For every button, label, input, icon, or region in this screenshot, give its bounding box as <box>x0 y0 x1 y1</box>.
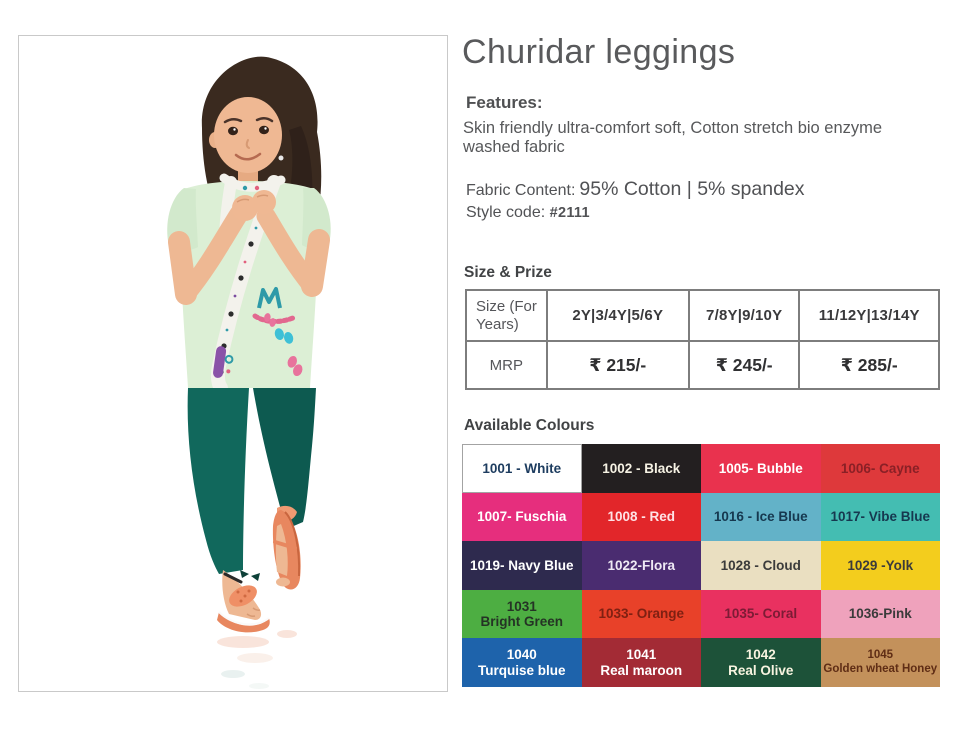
swatch-label-line2: Real Olive <box>728 662 794 678</box>
swatch-label: 1006- Cayne <box>840 460 920 476</box>
swatch-label-line2: Real maroon <box>600 662 683 678</box>
swatch-bright-green <box>462 590 582 639</box>
size-header-row <box>466 290 939 341</box>
swatch-cloud <box>701 541 821 590</box>
swatch-bubble <box>701 444 821 493</box>
swatch-label: 1042 <box>745 647 776 663</box>
size-range-cell: 2Y|3/4Y|5/6Y <box>547 290 689 341</box>
colour-swatch-grid <box>462 444 940 687</box>
swatch-label: 1029 -Yolk <box>847 557 914 573</box>
swatch-coral <box>701 590 821 639</box>
size-range-cell: 11/12Y|13/14Y <box>799 290 939 341</box>
swatch-real-olive <box>701 638 821 687</box>
swatch-vibe-blue <box>821 493 941 542</box>
swatch-label: 1017- Vibe Blue <box>830 509 931 525</box>
swatch-label: 1022-Flora <box>607 557 676 573</box>
swatch-label: 1041 <box>626 647 657 663</box>
style-code-line <box>466 204 590 222</box>
swatch-red <box>582 493 702 542</box>
swatch-label-line2: Golden wheat Honey <box>823 662 938 675</box>
style-code-value: #2111 <box>549 205 590 221</box>
fabric-content-value: 95% Cotton | 5% spandex <box>579 178 805 200</box>
swatch-fuschia <box>462 493 582 542</box>
swatch-orange <box>582 590 702 639</box>
girl-illustration <box>167 57 330 689</box>
swatch-label: 1016 - Ice Blue <box>713 509 808 525</box>
style-code-label: Style code: <box>466 204 550 221</box>
swatch-black <box>582 444 702 493</box>
swatch-label: 1005- Bubble <box>718 460 803 476</box>
product-photo <box>19 36 447 691</box>
mrp-label: MRP <box>466 341 547 389</box>
swatch-label: 1031 <box>506 598 537 614</box>
mrp-row <box>466 341 939 389</box>
swatch-label: 1019- Navy Blue <box>469 557 574 573</box>
price-cell: ₹ 245/- <box>689 341 800 389</box>
swatch-yolk <box>821 541 941 590</box>
swatch-turquise-blue <box>462 638 582 687</box>
swatch-label: 1002 - Black <box>602 460 681 476</box>
features-label: Features: <box>466 93 543 112</box>
available-colours-heading: Available Colours <box>464 417 595 434</box>
swatch-flora <box>582 541 702 590</box>
floor-reflection <box>217 630 297 689</box>
swatch-label: 1008 - Red <box>607 509 676 525</box>
product-title: Churidar leggings <box>462 33 736 71</box>
swatch-label-line2: Bright Green <box>480 614 563 630</box>
swatch-label: 1007- Fuschia <box>477 509 567 525</box>
swatch-label: 1045 <box>867 649 894 662</box>
swatch-label: 1040 <box>506 647 537 663</box>
swatch-real-maroon <box>582 638 702 687</box>
swatch-ice-blue <box>701 493 821 542</box>
swatch-label: 1033- Orange <box>598 606 685 622</box>
fabric-content-line <box>466 178 805 201</box>
swatch-label: 1028 - Cloud <box>720 557 801 573</box>
swatch-pink <box>821 590 941 639</box>
swatch-white <box>462 444 582 493</box>
swatch-cayne <box>821 444 941 493</box>
swatch-golden-wheat-honey <box>821 638 941 687</box>
size-price-heading: Size & Prize <box>464 264 552 281</box>
swatch-label-line2: Turquise blue <box>477 662 566 678</box>
swatch-label: 1001 - White <box>482 460 562 476</box>
size-column-header: Size (For Years) <box>466 290 547 341</box>
size-range-cell: 7/8Y|9/10Y <box>689 290 800 341</box>
fabric-content-label: Fabric Content: <box>466 182 576 199</box>
size-price-table <box>465 289 940 390</box>
swatch-navy-blue <box>462 541 582 590</box>
product-details <box>462 0 940 732</box>
swatch-label: 1036-Pink <box>848 606 912 622</box>
product-photo-frame <box>18 35 448 692</box>
swatch-label: 1035- Coral <box>724 606 798 622</box>
price-cell: ₹ 215/- <box>547 341 689 389</box>
price-cell: ₹ 285/- <box>799 341 939 389</box>
features-text: Skin friendly ultra-comfort soft, Cotton stretch bio enzyme washed fabric <box>463 119 883 156</box>
